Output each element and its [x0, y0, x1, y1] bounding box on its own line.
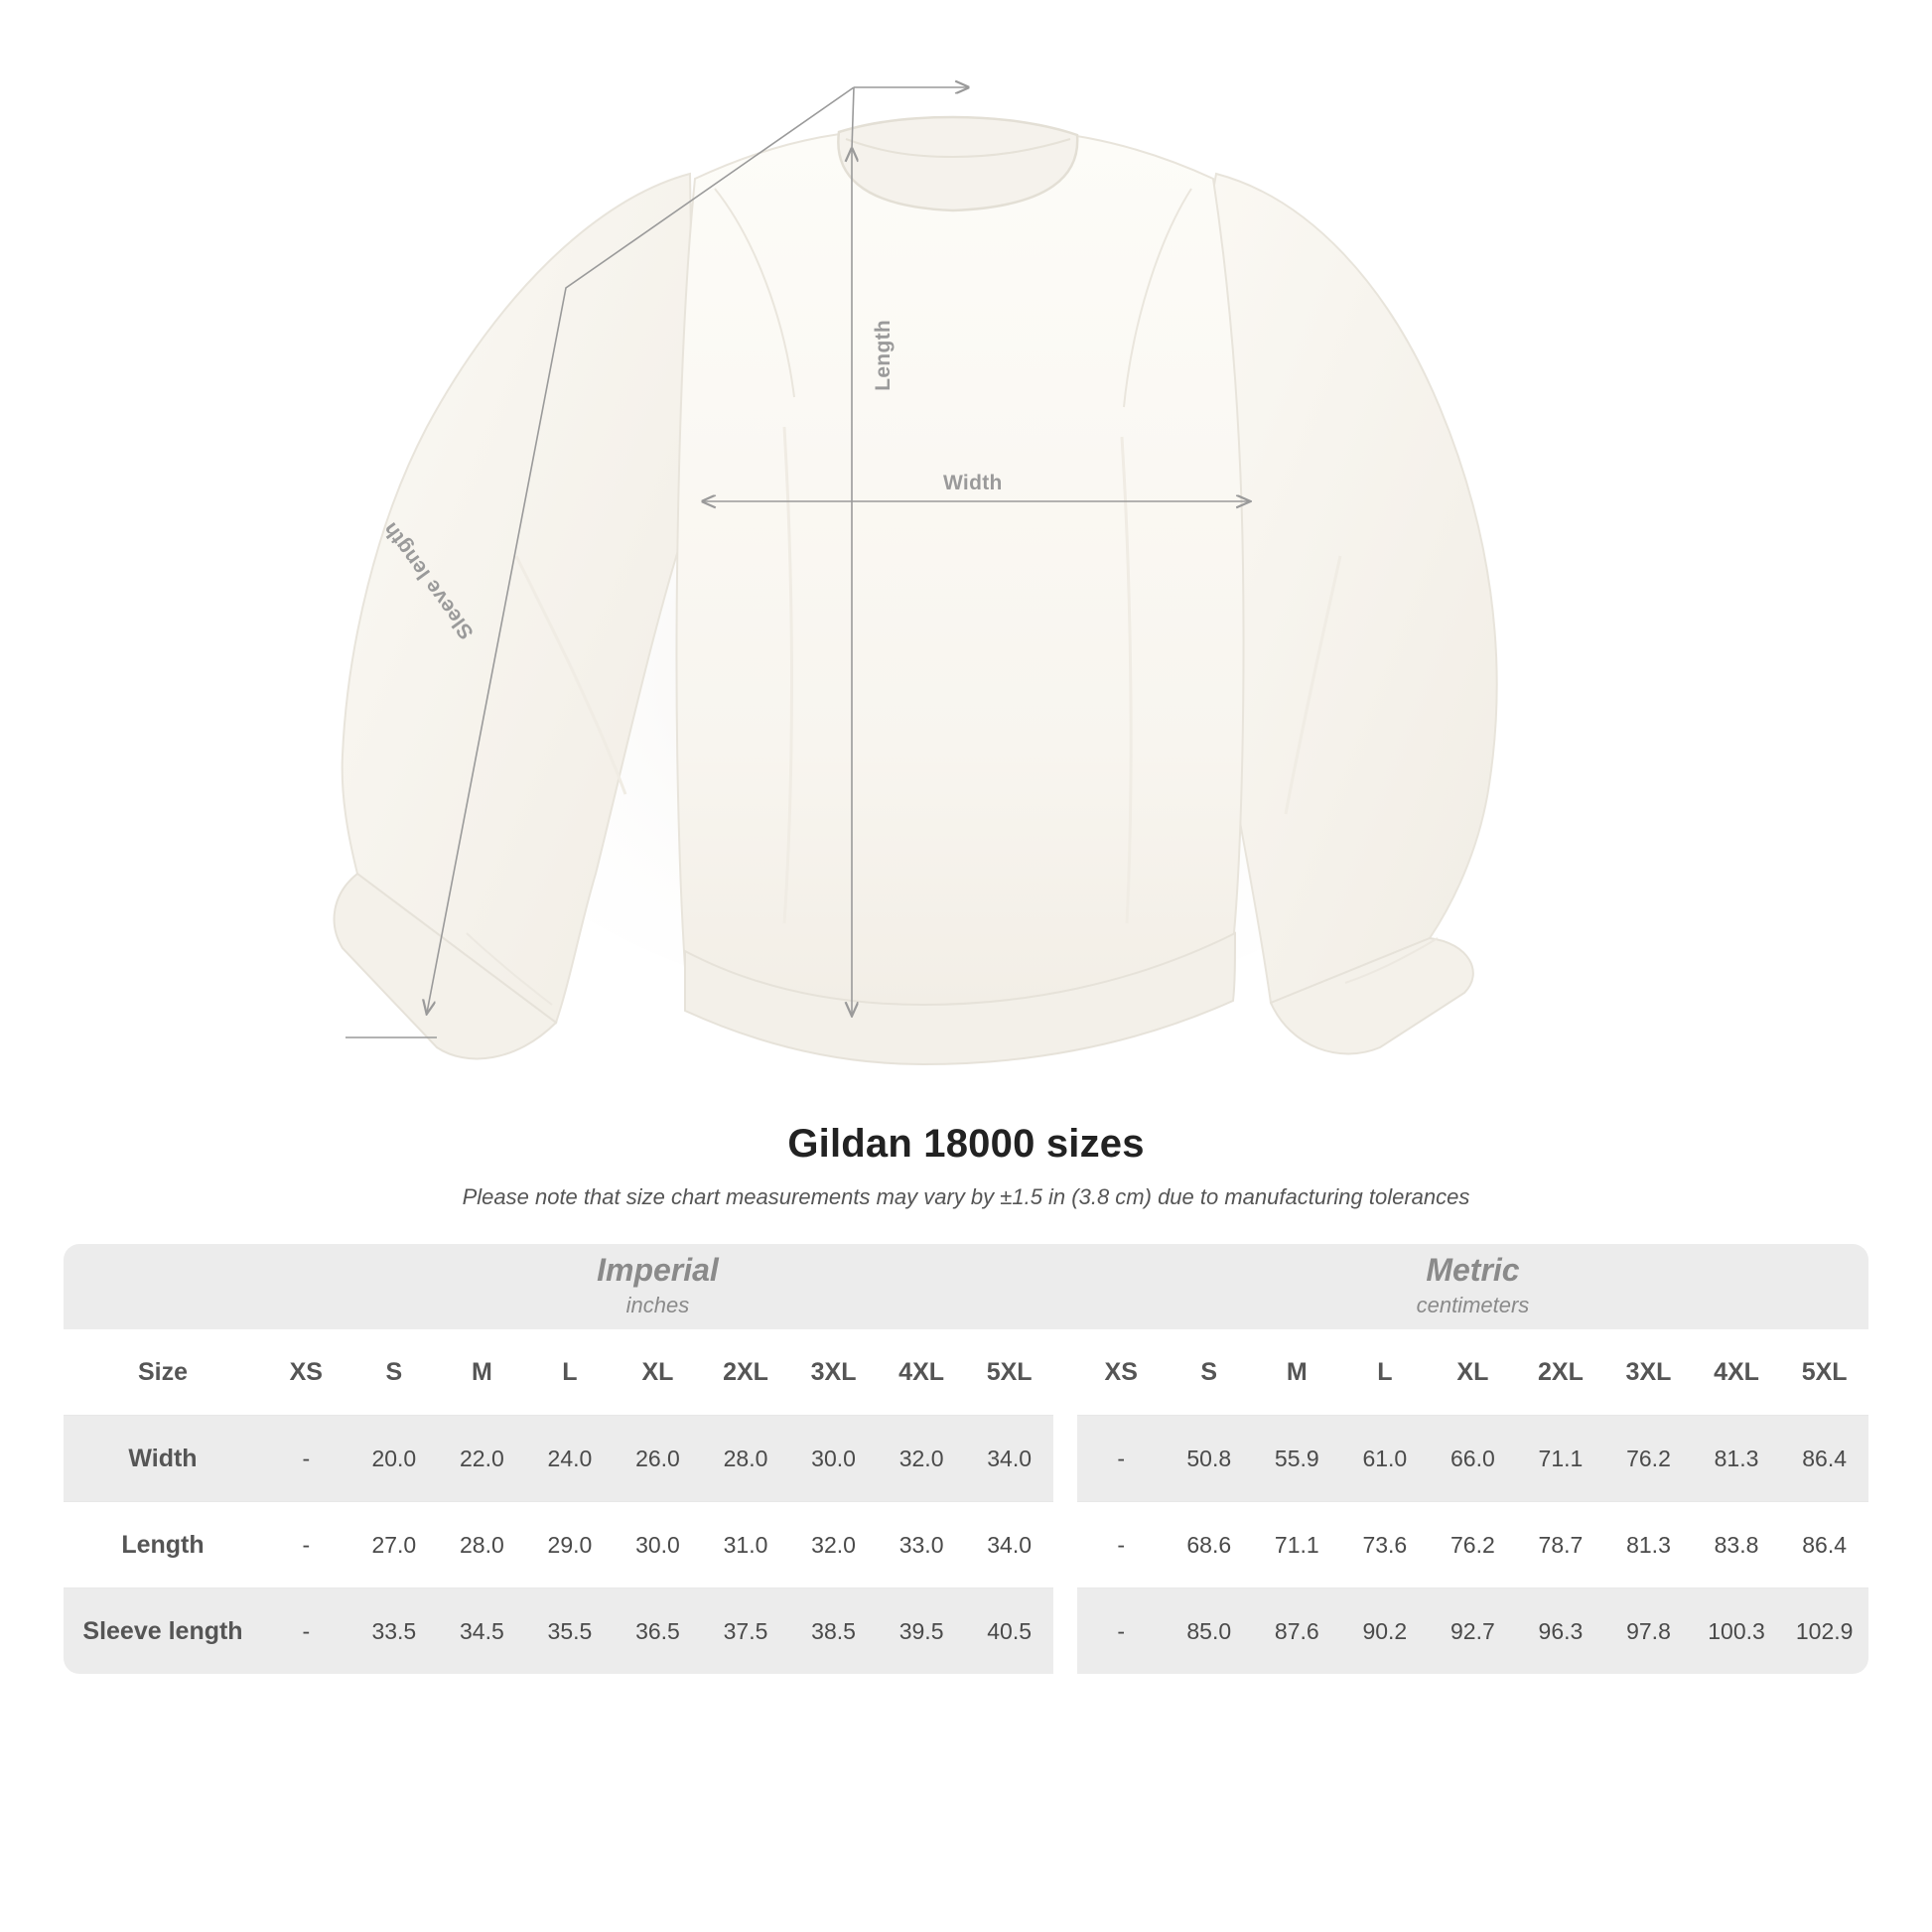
width-imperial-xl: 26.0: [614, 1416, 702, 1502]
width-metric-4xl: 81.3: [1693, 1416, 1781, 1502]
sleeve-imperial-5xl: 40.5: [965, 1588, 1053, 1675]
sleeve-metric-4xl: 100.3: [1693, 1588, 1781, 1675]
length-metric-2xl: 78.7: [1517, 1502, 1605, 1588]
width-imperial-xs: -: [262, 1416, 350, 1502]
row-separator: [1053, 1588, 1077, 1675]
title-block: [0, 1122, 1932, 1210]
sleeve-metric-s: 85.0: [1165, 1588, 1253, 1675]
length-imperial-s: 27.0: [350, 1502, 439, 1588]
length-imperial-xl: 30.0: [614, 1502, 702, 1588]
sleeve-imperial-xl: 36.5: [614, 1588, 702, 1675]
width-imperial-l: 24.0: [526, 1416, 615, 1502]
table-row: [64, 1416, 1868, 1502]
unit-name-metric: Metric: [1426, 1252, 1520, 1289]
page-title: Gildan 18000 sizes: [787, 1122, 1145, 1166]
sleeve-imperial-l: 35.5: [526, 1588, 615, 1675]
width-metric-xl: 66.0: [1429, 1416, 1517, 1502]
length-imperial-m: 28.0: [438, 1502, 526, 1588]
width-metric-m: 55.9: [1253, 1416, 1341, 1502]
sleeve-metric-2xl: 96.3: [1517, 1588, 1605, 1675]
width-metric-xs: -: [1077, 1416, 1166, 1502]
unit-sub-imperial: inches: [625, 1292, 690, 1317]
row-label-width: Width: [64, 1416, 262, 1502]
unit-header-metric: [1077, 1244, 1868, 1329]
width-metric-3xl: 76.2: [1604, 1416, 1693, 1502]
size-table: [64, 1244, 1868, 1674]
sleeve-metric-5xl: 102.9: [1780, 1588, 1868, 1675]
size-metric-xs: XS: [1077, 1329, 1166, 1416]
size-imperial-xs: XS: [262, 1329, 350, 1416]
size-imperial-l: L: [526, 1329, 615, 1416]
size-imperial-5xl: 5XL: [965, 1329, 1053, 1416]
unit-sub-metric: centimeters: [1416, 1292, 1530, 1317]
sleeve-metric-l: 90.2: [1341, 1588, 1430, 1675]
size-metric-2xl: 2XL: [1517, 1329, 1605, 1416]
row-separator: [1053, 1329, 1077, 1416]
unit-header-row: [64, 1244, 1868, 1329]
sleeve-imperial-3xl: 38.5: [789, 1588, 878, 1675]
length-imperial-l: 29.0: [526, 1502, 615, 1588]
sleeve-imperial-s: 33.5: [350, 1588, 439, 1675]
unit-header-imperial: [262, 1244, 1053, 1329]
row-label-length: Length: [64, 1502, 262, 1588]
length-imperial-3xl: 32.0: [789, 1502, 878, 1588]
width-metric-2xl: 71.1: [1517, 1416, 1605, 1502]
width-metric-5xl: 86.4: [1780, 1416, 1868, 1502]
width-metric-l: 61.0: [1341, 1416, 1430, 1502]
size-metric-m: M: [1253, 1329, 1341, 1416]
tolerance-note: Please note that size chart measurements may vary by ±1.5 in (3.8 cm) due to manufacturing tolerances: [462, 1184, 1470, 1209]
size-table-wrap: [64, 1244, 1868, 1674]
length-label: Length: [872, 320, 895, 391]
row-label-sleeve-length: Sleeve length: [64, 1588, 262, 1675]
length-metric-xl: 76.2: [1429, 1502, 1517, 1588]
length-imperial-5xl: 34.0: [965, 1502, 1053, 1588]
size-label: Size: [64, 1329, 262, 1416]
row-separator: [1053, 1416, 1077, 1502]
size-metric-s: S: [1165, 1329, 1253, 1416]
length-imperial-2xl: 31.0: [702, 1502, 790, 1588]
width-metric-s: 50.8: [1165, 1416, 1253, 1502]
table-corner: [64, 1244, 262, 1329]
sleeve-imperial-m: 34.5: [438, 1588, 526, 1675]
width-imperial-5xl: 34.0: [965, 1416, 1053, 1502]
size-header-row: [64, 1329, 1868, 1416]
unit-separator: [1053, 1244, 1077, 1329]
size-imperial-m: M: [438, 1329, 526, 1416]
width-imperial-s: 20.0: [350, 1416, 439, 1502]
width-imperial-m: 22.0: [438, 1416, 526, 1502]
length-metric-m: 71.1: [1253, 1502, 1341, 1588]
width-imperial-3xl: 30.0: [789, 1416, 878, 1502]
sleeve-imperial-xs: -: [262, 1588, 350, 1675]
table-row: [64, 1588, 1868, 1675]
size-metric-l: L: [1341, 1329, 1430, 1416]
length-metric-4xl: 83.8: [1693, 1502, 1781, 1588]
width-label: Width: [943, 472, 1003, 494]
width-imperial-2xl: 28.0: [702, 1416, 790, 1502]
size-imperial-xl: XL: [614, 1329, 702, 1416]
length-metric-l: 73.6: [1341, 1502, 1430, 1588]
length-imperial-4xl: 33.0: [878, 1502, 966, 1588]
sleeve-metric-xl: 92.7: [1429, 1588, 1517, 1675]
length-metric-xs: -: [1077, 1502, 1166, 1588]
sleeve-metric-xs: -: [1077, 1588, 1166, 1675]
length-metric-s: 68.6: [1165, 1502, 1253, 1588]
size-metric-3xl: 3XL: [1604, 1329, 1693, 1416]
sleeve-imperial-2xl: 37.5: [702, 1588, 790, 1675]
sleeve-length-label: Sleeve length: [378, 517, 479, 644]
size-metric-4xl: 4XL: [1693, 1329, 1781, 1416]
length-metric-5xl: 86.4: [1780, 1502, 1868, 1588]
row-separator: [1053, 1502, 1077, 1588]
length-imperial-xs: -: [262, 1502, 350, 1588]
sleeve-metric-3xl: 97.8: [1604, 1588, 1693, 1675]
table-row: [64, 1502, 1868, 1588]
size-metric-5xl: 5XL: [1780, 1329, 1868, 1416]
size-imperial-2xl: 2XL: [702, 1329, 790, 1416]
length-metric-3xl: 81.3: [1604, 1502, 1693, 1588]
size-imperial-3xl: 3XL: [789, 1329, 878, 1416]
size-imperial-s: S: [350, 1329, 439, 1416]
sleeve-metric-m: 87.6: [1253, 1588, 1341, 1675]
unit-name-imperial: Imperial: [597, 1252, 719, 1289]
size-imperial-4xl: 4XL: [878, 1329, 966, 1416]
width-imperial-4xl: 32.0: [878, 1416, 966, 1502]
size-metric-xl: XL: [1429, 1329, 1517, 1416]
sleeve-imperial-4xl: 39.5: [878, 1588, 966, 1675]
